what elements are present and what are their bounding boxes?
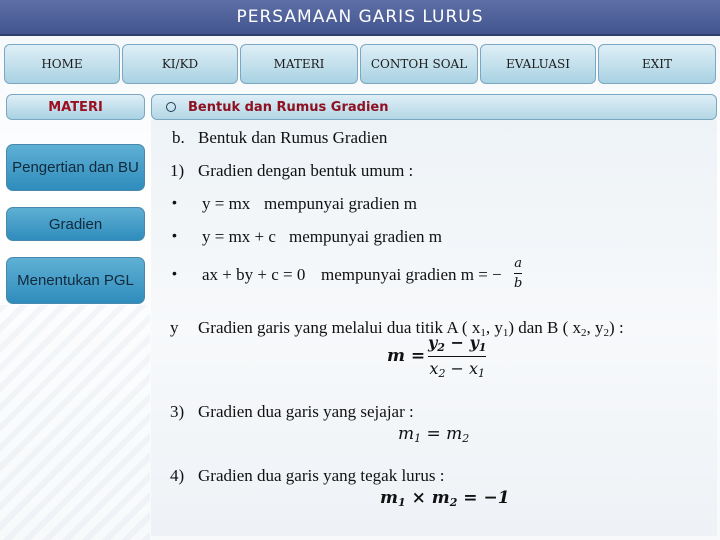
item2-formula-lhs: m = xyxy=(387,346,426,366)
item1-fraction: $\frac{a}{b}$ xyxy=(514,256,523,291)
bullet-icon: • xyxy=(172,194,177,210)
item2-formula-fraction: $\frac{y_2 - y_1}{x_2 - x_1}$ xyxy=(428,333,487,380)
window-title: PERSAMAAN GARIS LURUS xyxy=(236,7,484,27)
nav-exit-button[interactable]: EXIT xyxy=(598,44,716,84)
bullet-icon: • xyxy=(172,227,177,243)
item4-text: Gradien dua garis yang tegak lurus : xyxy=(198,466,445,485)
item2-text: Gradien garis yang melalui dua titik A ( $x_1$, $y_1$) dan B ( $x_2$, $y_2$) : xyxy=(198,318,624,339)
item4-formula: $m_1 \times m_2 = -1$ xyxy=(380,488,510,509)
item1-bullet2-text: mempunyai gradien m xyxy=(289,227,442,246)
item2-number: y xyxy=(170,318,179,337)
nav-evaluasi-button[interactable]: EVALUASI xyxy=(480,44,596,84)
item3-number: 3) xyxy=(170,402,185,421)
item1-text: Gradien dengan bentuk umum : xyxy=(198,161,414,180)
nav-kikd-button[interactable]: KI/KD xyxy=(122,44,238,84)
title-bar xyxy=(0,0,720,36)
section-title: Bentuk dan Rumus Gradien xyxy=(198,128,388,147)
sidebar-item-pengertian[interactable]: Pengertian dan BU xyxy=(6,144,145,191)
item1-bullet3-text: mempunyai gradien m = − xyxy=(321,265,502,284)
nav-home-button[interactable]: HOME xyxy=(4,44,120,84)
nav-materi-button[interactable]: MATERI xyxy=(240,44,358,84)
sidebar-item-gradien[interactable]: Gradien xyxy=(6,207,145,241)
item3-text: Gradien dua garis yang sejajar : xyxy=(198,402,414,421)
item1-bullet2-equation: y = mx + c xyxy=(202,227,276,246)
sidebar-item-menentukan-pgl[interactable]: Menentukan PGL xyxy=(6,257,145,304)
nav-contoh-soal-button[interactable]: CONTOH SOAL xyxy=(360,44,478,84)
item1-bullet3-equation: ax + by + c = 0 xyxy=(202,265,306,284)
item4-number: 4) xyxy=(170,466,185,485)
item1-bullet1-equation: y = mx xyxy=(202,194,251,213)
content-header-title: Bentuk dan Rumus Gradien xyxy=(188,99,389,115)
decorative-pattern xyxy=(0,305,150,540)
bullet-icon: • xyxy=(172,265,177,281)
item1-number: 1) xyxy=(170,161,185,180)
item1-bullet1-text: mempunyai gradien m xyxy=(264,194,417,213)
circle-bullet-icon xyxy=(166,102,176,112)
sidebar-header: MATERI xyxy=(6,94,145,120)
item3-formula: $m_1 = m_2$ xyxy=(398,424,470,445)
content-header xyxy=(151,94,717,120)
section-label: b. xyxy=(172,128,185,147)
